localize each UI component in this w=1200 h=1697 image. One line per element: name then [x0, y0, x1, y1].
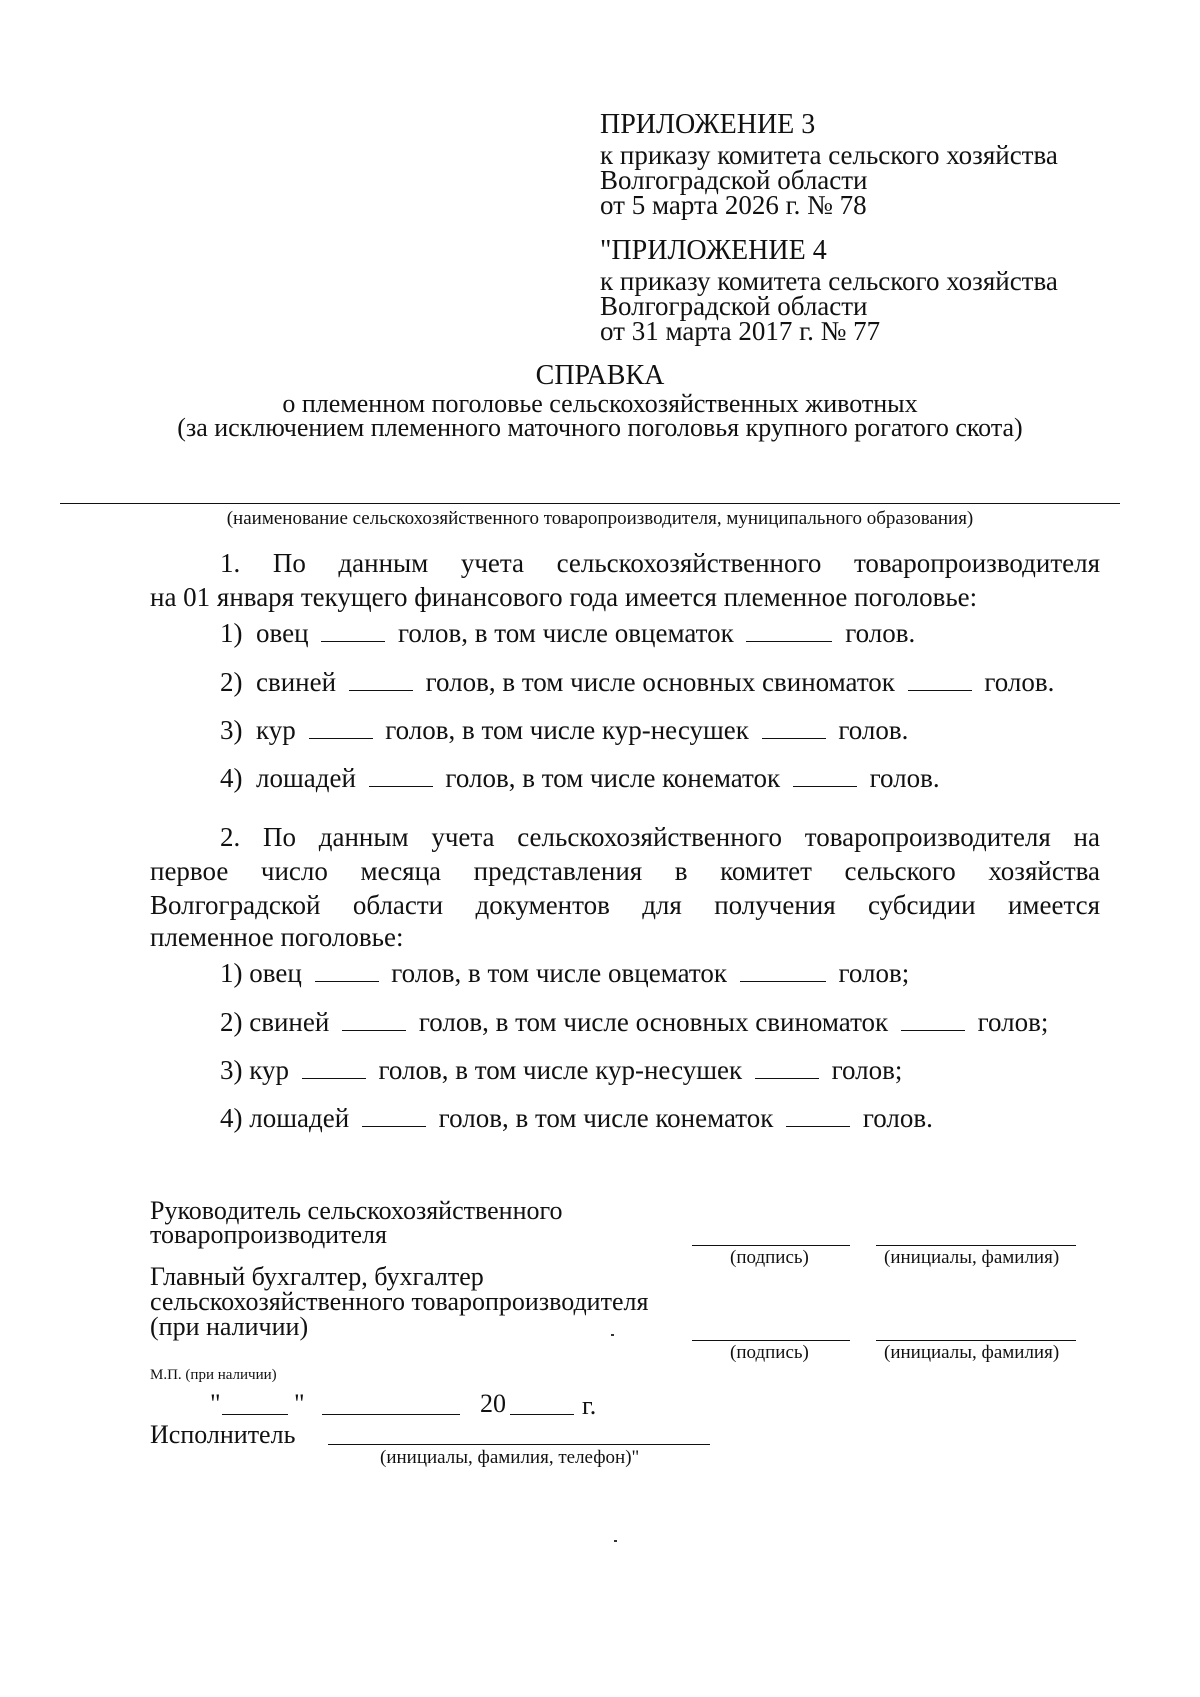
head-label-line-1: Руководитель сельскохозяйственного — [150, 1196, 563, 1225]
section-1-line-2: на 01 января текущего финансового года имеется племенное поголовье: — [150, 582, 978, 612]
item-animal: свиней — [256, 667, 337, 697]
accountant-name-line[interactable] — [876, 1340, 1076, 1341]
item-middle: голов, в том числе основных свиноматок — [425, 667, 895, 697]
item-middle: голов, в том числе конематок — [438, 1103, 774, 1133]
mares-count-field-2[interactable] — [786, 1102, 850, 1127]
item-middle: голов, в том числе кур-несушек — [378, 1055, 743, 1085]
item-number: 2) — [220, 667, 243, 697]
scan-speck — [614, 1540, 617, 1542]
section-1-item-2 — [220, 666, 1054, 698]
item-number: 3) — [220, 1055, 243, 1085]
sows-count-field[interactable] — [908, 666, 972, 691]
horses-count-field-2[interactable] — [362, 1102, 426, 1127]
item-end: голов. — [845, 618, 916, 648]
head-name-caption: (инициалы, фамилия) — [884, 1247, 1060, 1268]
section-2-item-4 — [220, 1102, 933, 1134]
date-quote-open: " — [210, 1389, 221, 1418]
item-middle: голов, в том числе кур-несушек — [385, 715, 749, 745]
accountant-signature-line[interactable] — [692, 1340, 850, 1341]
item-animal: кур — [249, 1055, 289, 1085]
head-signature-line[interactable] — [692, 1245, 850, 1246]
sows-count-field-2[interactable] — [901, 1006, 965, 1031]
appendix-4-title: "ПРИЛОЖЕНИЕ 4 — [600, 235, 827, 266]
mares-count-field[interactable] — [793, 762, 857, 787]
appendix-4-line1: к приказу комитета сельского хозяйства — [600, 266, 1058, 296]
item-middle: голов, в том числе овцематок — [398, 618, 734, 648]
section-2-item-3 — [220, 1054, 902, 1086]
executor-caption: (инициалы, фамилия, телефон)" — [380, 1447, 640, 1468]
item-end: голов; — [838, 958, 910, 988]
accountant-signature-caption: (подпись) — [730, 1342, 809, 1363]
horses-count-field[interactable] — [369, 762, 433, 787]
date-year-prefix: 20 — [480, 1389, 506, 1418]
date-year-field[interactable] — [510, 1414, 574, 1415]
laying-hens-count-field[interactable] — [762, 714, 826, 739]
pigs-count-field-2[interactable] — [342, 1006, 406, 1031]
head-signature-caption: (подпись) — [730, 1247, 809, 1268]
item-middle: голов, в том числе овцематок — [391, 958, 727, 988]
section-1-item-1 — [220, 617, 915, 649]
producer-name-caption: (наименование сельскохозяйственного товаропроизводителя, муниципального образования) — [226, 508, 974, 529]
section-2-line-2: первое число месяца представления в комитет сельского хозяйства — [150, 856, 1100, 886]
date-day-field[interactable] — [222, 1414, 288, 1415]
appendix-4-line2: Волгоградской области — [600, 291, 868, 321]
sheep-count-field-2[interactable] — [315, 957, 379, 982]
item-number: 4) — [220, 763, 243, 793]
date-month-field[interactable] — [322, 1414, 460, 1415]
item-end: голов. — [862, 1103, 933, 1133]
item-number: 1) — [220, 958, 243, 988]
item-number: 3) — [220, 715, 243, 745]
accountant-label-line-3: (при наличии) — [150, 1312, 309, 1341]
item-end: голов; — [831, 1055, 903, 1085]
ewes-count-field-2[interactable] — [740, 957, 826, 982]
date-quote-close: " — [294, 1389, 305, 1418]
executor-field[interactable] — [328, 1444, 710, 1445]
item-end: голов. — [869, 763, 940, 793]
item-number: 4) — [220, 1103, 243, 1133]
accountant-name-caption: (инициалы, фамилия) — [884, 1342, 1060, 1363]
appendix-3-title: ПРИЛОЖЕНИЕ 3 — [600, 109, 816, 140]
section-1-item-3 — [220, 714, 908, 746]
executor-label: Исполнитель — [150, 1420, 296, 1449]
ewes-count-field[interactable] — [746, 617, 832, 642]
section-2-item-2 — [220, 1006, 1048, 1038]
item-animal: кур — [256, 715, 296, 745]
date-year-suffix: г. — [582, 1391, 597, 1420]
section-2-line-1: 2. По данным учета сельскохозяйственного товаропроизводителя на — [220, 822, 1100, 852]
item-animal: лошадей — [256, 763, 356, 793]
head-name-line[interactable] — [876, 1245, 1076, 1246]
item-end: голов. — [838, 715, 909, 745]
item-number: 1) — [220, 618, 243, 648]
section-1-line-1: 1. По данным учета сельскохозяйственного товаропроизводителя — [220, 548, 1100, 578]
section-2-item-1 — [220, 957, 909, 989]
laying-hens-count-field-2[interactable] — [755, 1054, 819, 1079]
item-middle: голов, в том числе конематок — [445, 763, 781, 793]
stamp-label: М.П. (при наличии) — [150, 1367, 277, 1383]
section-1-item-4 — [220, 762, 940, 794]
pigs-count-field[interactable] — [349, 666, 413, 691]
item-animal: лошадей — [249, 1103, 350, 1133]
appendix-3-line3: от 5 марта 2026 г. № 78 — [600, 190, 867, 220]
hens-count-field-2[interactable] — [302, 1054, 366, 1079]
item-end: голов. — [984, 667, 1055, 697]
document-title: СПРАВКА — [535, 360, 665, 391]
accountant-label-line-2: сельскохозяйственного товаропроизводителя — [150, 1287, 649, 1316]
document-subtitle-1: о племенном поголовье сельскохозяйственных животных — [282, 389, 918, 418]
section-2-line-4: племенное поголовье: — [150, 922, 404, 952]
item-number: 2) — [220, 1007, 243, 1037]
item-middle: голов, в том числе основных свиноматок — [418, 1007, 889, 1037]
appendix-3-line2: Волгоградской области — [600, 165, 868, 195]
document-subtitle-2: (за исключением племенного маточного поголовья крупного рогатого скота) — [177, 413, 1023, 442]
item-animal: свиней — [249, 1007, 330, 1037]
item-animal: овец — [256, 618, 309, 648]
item-animal: овец — [249, 958, 302, 988]
scan-speck — [611, 1334, 614, 1336]
accountant-label-line-1: Главный бухгалтер, бухгалтер — [150, 1262, 484, 1291]
hens-count-field[interactable] — [309, 714, 373, 739]
head-label-line-2: товаропроизводителя — [150, 1220, 387, 1249]
appendix-4-line3: от 31 марта 2017 г. № 77 — [600, 316, 881, 346]
appendix-3-line1: к приказу комитета сельского хозяйства — [600, 140, 1058, 170]
section-2-line-3: Волгоградской области документов для получения субсидии имеется — [150, 890, 1100, 920]
sheep-count-field[interactable] — [321, 617, 385, 642]
item-end: голов; — [977, 1007, 1049, 1037]
producer-name-line[interactable] — [60, 503, 1120, 504]
